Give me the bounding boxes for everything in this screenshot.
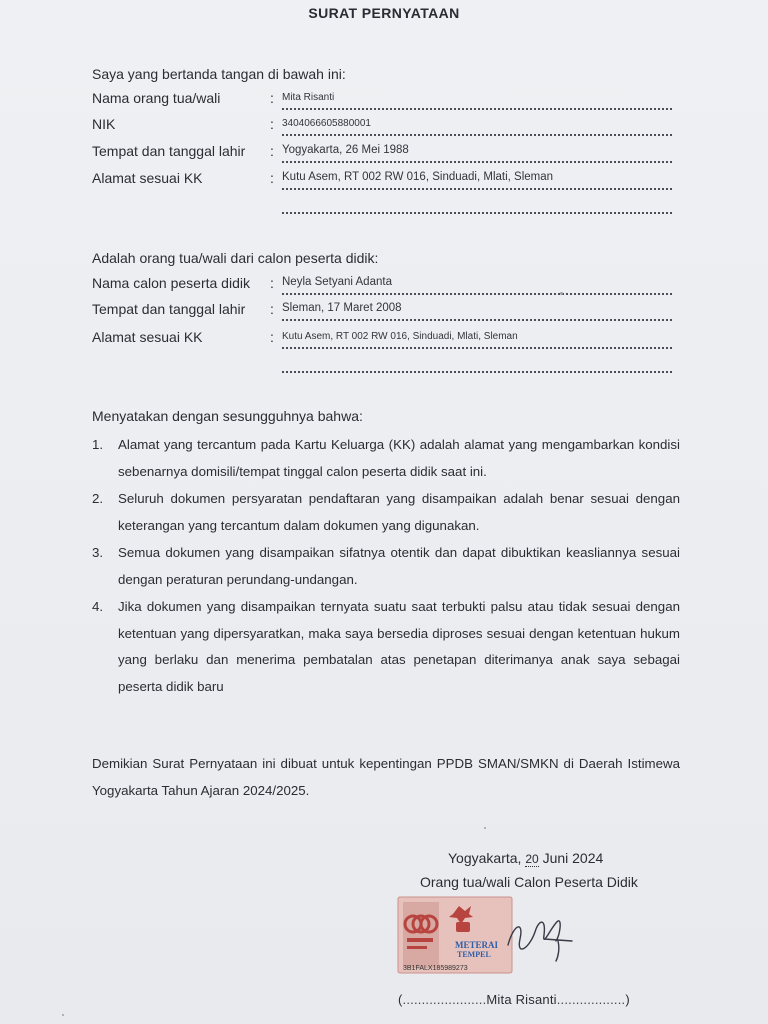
signer-name: Mita Risanti <box>486 992 557 1007</box>
signer-role: Orang tua/wali Calon Peserta Didik <box>420 874 638 890</box>
place: Yogyakarta, <box>448 850 522 866</box>
statement-number: 1. <box>92 437 104 452</box>
statement-intro: Menyatakan dengan sesungguhnya bahwa: <box>92 408 363 424</box>
field-label: Alamat sesuai KK <box>92 170 203 186</box>
field-label: Tempat dan tanggal lahir <box>92 143 246 159</box>
intro-student: Adalah orang tua/wali dari calon peserta didik: <box>92 250 379 266</box>
field-parent-name <box>92 90 672 110</box>
meterai-stamp-icon <box>397 896 513 974</box>
paren-open: ( <box>398 992 403 1007</box>
page-title: SURAT PERNYATAAN <box>308 5 460 21</box>
paren-close: ) <box>625 992 630 1007</box>
statement-item <box>92 486 680 539</box>
field-parent-address <box>92 170 672 190</box>
field-colon: : <box>270 329 274 345</box>
statement-item <box>92 594 680 700</box>
statement-text: Semua dokumen yang disampaikan sifatnya otentik dan dapat dibuktikan keasliannya sesuai dengan peraturan perundang-undangan. <box>118 545 680 587</box>
field-value-blank <box>282 353 672 373</box>
field-parent-birth <box>92 143 672 163</box>
field-colon: : <box>270 116 274 132</box>
paper-speck <box>484 827 486 829</box>
statement-text: Jika dokumen yang disampaikan ternyata suatu saat terbukti palsu atau tidak sesuai dengan ketentuan yang dipersyaratkan, maka saya bersedia diproses sesuai dengan ketentuan hukum yang berlaku dan menerima pembatalan atas penetapan diterimanya anak saya sebagai peserta didik baru <box>118 599 680 694</box>
field-label: Alamat sesuai KK <box>92 329 203 345</box>
statement-item <box>92 540 680 593</box>
paper-speck <box>62 1014 64 1016</box>
field-label: Nama orang tua/wali <box>92 90 221 106</box>
field-parent-address-cont <box>92 194 672 214</box>
statement-text: Seluruh dokumen persyaratan pendaftaran yang disampaikan adalah benar sesuai dengan keterangan yang tercantum dalam dokumen yang digunakan. <box>118 491 680 533</box>
month-year: Juni 2024 <box>542 850 604 866</box>
field-colon: : <box>270 90 274 106</box>
intro-parent: Saya yang bertanda tangan di bawah ini: <box>92 66 346 82</box>
closing-paragraph: Demikian Surat Pernyataan ini dibuat untuk kepentingan PPDB SMAN/SMKN di Daerah Istimewa Yogyakarta Tahun Ajaran 2024/2025. <box>92 756 680 798</box>
field-value-blank <box>282 194 672 214</box>
dots-left: ...................... <box>402 992 487 1007</box>
place-date <box>448 850 603 866</box>
field-value: Mita Risanti <box>282 90 672 110</box>
field-value: Sleman, 17 Maret 2008 <box>282 301 672 321</box>
field-student-address-cont <box>92 353 672 373</box>
signer-name-line <box>398 992 630 1007</box>
field-colon: : <box>270 170 274 186</box>
statement-text: Alamat yang tercantum pada Kartu Keluarga (KK) adalah alamat yang mengambarkan kondisi sebenarnya domisili/tempat tinggal calon peserta didik saat ini. <box>118 437 680 479</box>
stamp-line1: METERAI <box>455 940 499 950</box>
field-value: Kutu Asem, RT 002 RW 016, Sinduadi, Mlati, Sleman <box>282 329 672 349</box>
field-value: Neyla Setyani Adanta <box>282 275 672 295</box>
field-parent-nik <box>92 116 672 136</box>
field-student-address <box>92 329 672 349</box>
field-colon: : <box>270 301 274 317</box>
statement-item <box>92 432 680 485</box>
field-label: Tempat dan tanggal lahir <box>92 301 246 317</box>
signature-icon <box>500 905 580 965</box>
field-colon: : <box>270 275 274 291</box>
day: 20 <box>525 852 539 866</box>
field-value: 3404066605880001 <box>282 116 672 136</box>
statement-number: 3. <box>92 545 104 560</box>
field-label: Nama calon peserta didik <box>92 275 250 291</box>
field-colon: : <box>270 143 274 159</box>
stamp-line2: TEMPEL <box>457 950 491 959</box>
dots-right: .................. <box>556 992 626 1007</box>
stamp-serial: 3B1FALX185989273 <box>403 965 468 972</box>
field-value: Yogyakarta, 26 Mei 1988 <box>282 143 672 163</box>
field-label: NIK <box>92 116 116 132</box>
paper-speck <box>560 292 563 295</box>
field-student-name <box>92 275 672 295</box>
statement-list <box>92 432 680 701</box>
statement-number: 2. <box>92 491 104 506</box>
statement-number: 4. <box>92 599 104 614</box>
field-student-birth <box>92 301 672 321</box>
field-value: Kutu Asem, RT 002 RW 016, Sinduadi, Mlati, Sleman <box>282 170 672 190</box>
